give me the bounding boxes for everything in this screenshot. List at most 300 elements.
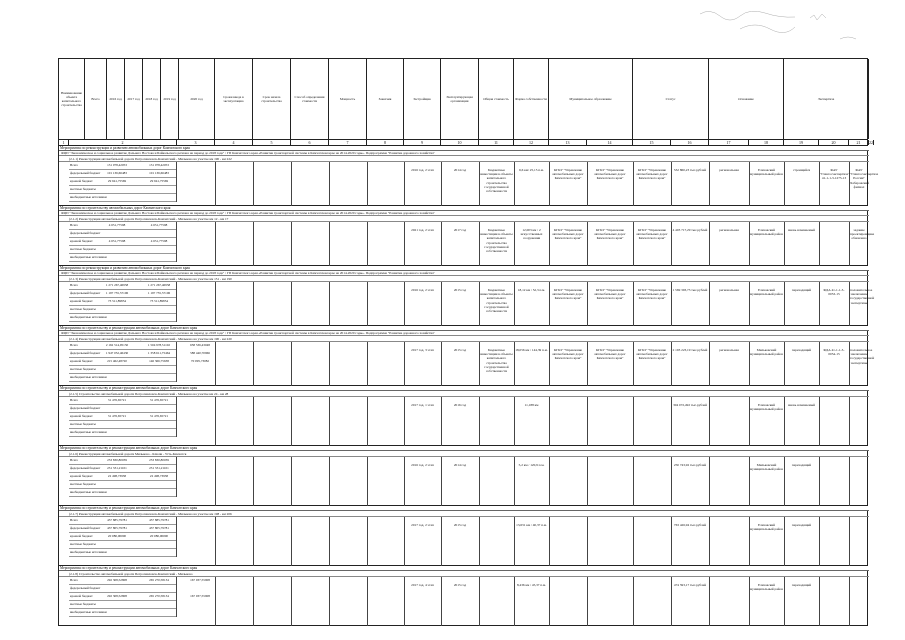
financing-row [69,186,176,194]
ownership: региональная [719,348,739,352]
amount-value: 231 331,21101 [107,466,127,470]
column-number: 15 [633,140,671,145]
ownership: региональная [719,168,739,172]
completion-term: 2017 год, 2 этап [411,523,434,527]
column-divider [633,397,634,446]
column-divider [215,342,216,386]
status: строящийся [792,168,811,172]
column-divider [215,162,216,206]
financing-row [69,298,176,306]
amount-value: 215 462,48720 [107,359,127,363]
capacity: 5,2 км / 120,9 п.м. [518,463,545,467]
municipality: Мильковский муниципальный район [750,348,783,357]
column-divider [215,457,216,506]
column-divider [709,397,710,446]
customer: КГКУ "Управление автомобильных дорог Камчатского края" [552,168,584,181]
capacity: 11,188 км [524,403,539,407]
start-year: 2016 год [453,403,467,407]
column-divider [253,162,254,206]
financing-row [69,170,176,178]
amount-value: 131 078,42053 [107,163,127,167]
financing-row [69,230,176,238]
financing-row [69,254,176,262]
column-number: 21 [849,140,869,145]
start-year: 2014 год [453,168,467,172]
column-number: 19 [784,140,819,145]
source-label: местные бюджеты [70,482,96,486]
column-divider [329,577,330,626]
start-year: 2014 год [453,463,467,467]
amount-value: 457 885,79781 [107,518,127,522]
status: вновь начинаемый [788,403,815,407]
ownership: региональная [719,288,739,292]
capacity: 18,056 км / 144,39 п.м. [515,348,548,352]
amount-value: 73 511,89854 [149,299,168,303]
financing-row [69,350,210,358]
column-divider [367,397,368,446]
operator: КГКУ "Управление автомобильных дорог Камчатского края" [636,228,668,241]
financing-table [69,162,177,202]
column-number: 3 [177,140,215,145]
financing-row [69,162,176,170]
basis: ФДА 41-1-1-3-0054-15 [823,348,845,357]
financing-row [69,549,176,557]
financing-row [69,609,176,617]
financing-row [69,222,176,230]
amount-value: 167 037,55908 [190,578,210,582]
source-label: краевой бюджет [70,474,93,478]
financing-row [69,246,176,254]
column-divider [253,397,254,446]
source-label: Всего [70,283,79,287]
amount-value: 2 162 514,95150 [105,343,129,347]
block-program: ФЦП "Экономическое и социальное развитие Дальнего Востока и Байкальского региона на период до 2018 года" / ГП Камчатского края «Развитие транспортной системы в Камчатском крае на 2014-2020 годы». Подпрограмма "Развитие дорожного хозяйства" [59,151,869,156]
source-label: федеральный бюджет [70,291,101,295]
amount-value: 101 136,66483 [107,171,127,175]
start-year: 2015 год [453,348,467,352]
financing-row [69,601,176,609]
column-divider [549,397,550,446]
amount-value: 292 308,52808 [107,578,127,582]
amount-value: 1 947 052,46430 [105,351,129,355]
municipality: Елизовский муниципальный район [750,288,783,297]
financing-row [69,421,176,429]
financing-row [69,178,176,186]
amount-value: 253 830,80039 [107,458,127,462]
financing-row [69,489,176,497]
funding-method: Бюджетные инвестиции в объекты капитального строительства государственной собственности [480,348,513,374]
header-cell: Мощность [329,59,367,139]
financing-row [69,282,176,290]
column-divider [291,457,292,506]
financing-row [69,405,176,413]
handwritten-scribble [690,4,900,64]
column-divider [291,222,292,266]
column-divider [479,397,480,446]
column-number: 2 [69,140,177,145]
municipality: Мильковский муниципальный район [750,463,783,472]
object-name: (2.1.6) Реконструкция автомобильной дороги Мильково - Ключи - Усть-Камчатск [59,451,869,457]
amount-value: 4 651,77598 [150,239,168,243]
column-number: 16 [671,140,709,145]
column-number: 5 [253,140,291,145]
financing-row [69,525,176,533]
object-name: (2.1.3) Реконструкция автомобильной дороги Петропавловск-Камчатский - Мильково на участке км 151 - км 190 [59,276,869,282]
column-divider [587,397,588,446]
block-title: Мероприятия по строительству и реконструкции автомобильных дорог Камчатского края [59,326,869,331]
capacity: 8,436 км / 45,37 п.м. [516,583,547,587]
amount-value: 1 271 267,46958 [105,283,129,287]
amount-value: 29 941,75569 [149,179,169,183]
column-divider [367,162,368,206]
financing-row [69,429,176,437]
source-label: местные бюджеты [70,247,96,251]
source-label: Всего [70,343,79,347]
source-label: Всего [70,578,79,582]
header-cell: Срок начала строительства [253,59,291,139]
expertise: положительное заключение государственной экспертизы [850,348,875,365]
completion-term: 2017 год, 3 этап [411,348,434,352]
source-label: краевой бюджет [70,239,93,243]
financing-row [69,314,176,322]
basis: ФАУ "Главгосэкспертиза" 41-1-1-3-1275-13 [820,168,850,181]
object-name: (2.1.4) Реконструкция автомобильной дороги Петропавловск-Камчатский - Мильково на участке км 190 - км 220 [59,336,869,342]
amount-value: 4 651,77598 [108,239,126,243]
source-label: местные бюджеты [70,307,96,311]
column-divider [819,397,820,446]
header-cell: 2016 год [107,59,125,139]
amount-value: 131 078,42053 [149,163,169,167]
column-divider [819,577,820,626]
block-program: ФЦП "Экономическое и социальное развитие Дальнего Востока и Байкальского региона на период до 2018 года" / ГП Камчатского края «Развитие транспортной системы в Камчатском крае на 2014-2020 годы». Подпрограмма "Развитие дорожного хозяйства" [59,271,869,276]
column-divider [253,222,254,266]
column-divider [633,457,634,506]
source-label: внебюджетные источники [70,255,107,259]
amount-value: 22 498,73938 [107,474,127,478]
column-divider [367,577,368,626]
column-number: 17 [709,140,749,145]
column-divider [549,517,550,566]
object-name: (2.1.8) Строительство автомобильной дороги Петропавловск-Камчатский - Мильково [59,571,869,577]
header-cell: Всего [85,59,107,139]
financing-table [69,342,210,382]
financing-row [69,593,210,601]
header-cell: 2019 год [161,59,179,139]
column-divider [253,577,254,626]
amount-value: 437 805,79781 [149,526,169,530]
column-number: 20 [819,140,849,145]
basis [820,228,848,264]
column-number: 14 [587,140,633,145]
financing-row [69,473,176,481]
financing-row [69,238,176,246]
block-title: Мероприятия по строительству и реконструкции автомобильных дорог Камчатского края [59,506,869,511]
column-divider [709,577,710,626]
completion-term: 2016 год, 2 этап [411,463,434,467]
column-divider [215,282,216,326]
column-divider [479,577,480,626]
total-cost: 2 193 223,19 тыс.рублей [672,348,708,352]
total-cost: 474 593,17 тыс.рублей [673,583,707,587]
column-divider [479,517,480,566]
header-cell: Наименование объекта капитального строительства [59,59,85,139]
column-divider [367,282,368,326]
total-cost: 532 860,23 тыс.рублей [673,168,707,172]
financing-row [69,397,176,405]
source-label: местные бюджеты [70,602,96,606]
header-cell: Заказчик [367,59,404,139]
amount-value: 101 136,66483 [149,171,169,175]
column-divider [587,457,588,506]
table-header [58,58,868,140]
capacity: 12,003 км / 2 искусственных сооружения [520,228,543,241]
column-divider [849,397,850,446]
status: переходящий [791,288,812,292]
source-label: местные бюджеты [70,367,96,371]
column-divider [291,162,292,206]
header-cell: 2020 год [179,59,215,139]
municipality: Елизовский муниципальный район [750,403,783,412]
header-cell: Общая стоимость [479,59,514,139]
column-divider [291,342,292,386]
status: переходящий [791,463,812,467]
source-label: местные бюджеты [70,187,96,191]
amount-value: 29 941,75569 [107,179,127,183]
status: переходящий [791,583,812,587]
column-divider [215,577,216,626]
project-block [58,506,868,566]
expertise: ФАУ "Главгосэкспертиза России" Хабаровский филиал [850,168,879,189]
financing-row [69,374,176,382]
source-label: краевой бюджет [70,179,93,183]
start-year: 2015 год [453,583,467,587]
source-label: внебюджетные источники [70,315,107,319]
total-cost: 1 569 393,73 тыс.рублей [672,288,708,292]
amount-value: 231 331,21101 [149,466,169,470]
amount-value: 292 308,52808 [107,594,127,598]
column-divider [849,517,850,566]
completion-term: 2017 год, 4 этап [411,583,434,587]
source-label: внебюджетные источники [70,195,107,199]
status: вновь начинаемый [788,228,815,232]
column-divider [633,577,634,626]
operator: КГКУ "Управление автомобильных дорог Камчатского края" [636,168,668,181]
source-label: краевой бюджет [70,359,93,363]
amount-value: 31 476,65721 [107,414,127,418]
source-label: местные бюджеты [70,542,96,546]
column-divider [215,517,216,566]
source-label: краевой бюджет [70,534,93,538]
financing-row [69,413,176,421]
source-label: внебюджетные источники [70,490,107,494]
source-label: внебюджетные источники [70,430,107,434]
customer: КГКУ "Управление автомобильных дорог Камчатского края" [552,288,584,301]
municipality: Елизовский муниципальный район [750,228,783,237]
project-block [58,206,875,266]
amount-value: 1 197 755,57106 [105,291,129,295]
amount-value: 457 885,79781 [149,518,169,522]
financing-row [69,577,210,585]
financing-row [69,342,210,350]
financing-row [69,481,176,489]
amount-value: 4 651,77598 [150,223,168,227]
column-divider [291,397,292,446]
source-label: внебюджетные источники [70,375,107,379]
source-label: федеральный бюджет [70,466,101,470]
amount-value: 4 651,77598 [108,223,126,227]
column-divider [329,222,330,266]
object-name: (2.1.1) Реконструкция автомобильной дороги Петропавловск-Камчатский - Мильково на участке км 190 - км 222 [59,156,869,162]
column-number: 1 [59,140,69,145]
financing-table [69,282,177,322]
financing-row [69,306,176,314]
amount-value: 1 504 978,51102 [147,343,171,347]
column-divider [329,162,330,206]
amount-value: 70 095,73082 [190,359,210,363]
amount-value: 73 511,89854 [107,299,126,303]
object-name: (2.1.2) Реконструкция автомобильной дороги Петропавловск-Камчатский - Мильково на участке км 12 - км 17 [59,216,869,222]
block-title: Мероприятия по реконструкции и развитию автомобильных дорог Камчатского края [59,146,869,151]
column-divider [367,457,368,506]
block-program: ФЦП "Экономическое и социальное развитие Дальнего Востока и Байкальского региона на период до 2018 года" / ГП Камчатского края «Развитие транспортной системы в Камчатском крае на 2014-2020 годы». Подпрограмма "Развитие дорожного хозяйства" [59,211,869,216]
amount-value: 146 366,75638 [149,359,169,363]
column-divider [291,577,292,626]
column-divider [709,457,710,506]
block-title: Мероприятия по строительству и реконструкции автомобильных дорог Камчатского края [59,386,869,391]
customer: КГКУ "Управление автомобильных дорог Камчатского края" [552,228,584,241]
column-divider [549,457,550,506]
column-number: 10 [441,140,479,145]
operator: КГКУ "Управление автомобильных дорог Камчатского края" [636,348,668,361]
amount-value: 20 080,00000 [149,534,169,538]
source-label: внебюджетные источники [70,610,107,614]
builder: КГКУ "Управление автомобильных дорог Камчатского края" [594,348,626,361]
column-number: 11 [479,140,514,145]
amount-value: 31 476,65721 [149,398,169,402]
customer: КГКУ "Управление автомобильных дорог Камчатского края" [552,348,584,361]
source-label: федеральный бюджет [70,231,101,235]
status: переходящий [791,523,812,527]
financing-row [69,533,176,541]
source-label: местные бюджеты [70,422,96,426]
completion-term: 2016 год, 2 этап [411,288,434,292]
source-label: Всего [70,163,79,167]
header-cell: 2018 год [143,59,161,139]
source-label: краевой бюджет [70,299,93,303]
amount-value: 1 271 267,46958 [147,283,171,287]
header-cell: Экспертиза [784,59,869,139]
amount-value: 437 805,79781 [107,526,127,530]
block-title: Мероприятия по реконструкции и развитию автомобильных дорог Камчатского края [59,266,869,271]
column-number: 6 [291,140,329,145]
source-label: внебюджетные источники [70,550,107,554]
header-cell: 2017 год [125,59,143,139]
column-divider [291,282,292,326]
column-divider [329,517,330,566]
column-divider [329,282,330,326]
amount-value: 253 830,80039 [149,458,169,462]
financing-table [69,397,177,437]
operator: КГКУ "Управление автомобильных дорог Камчатского края" [636,288,668,301]
column-divider [215,397,216,446]
block-title: Мероприятия по строительству и реконструкции автомобильных дорог Камчатского края [59,566,869,571]
amount-value: 588 440,70966 [190,351,210,355]
source-label: Всего [70,223,79,227]
source-label: федеральный бюджет [70,406,101,410]
amount-value: 20 080,00000 [107,534,127,538]
project-block [58,566,868,626]
source-label: Всего [70,398,79,402]
financing-row [69,290,176,298]
source-label: федеральный бюджет [70,171,101,175]
column-divider [709,517,710,566]
column-number: 12 [514,140,549,145]
header-cell: Сроки ввода в эксплуатацию [215,59,253,139]
column-divider [849,577,850,626]
completion-term: 2016 год, 2 этап [411,168,434,172]
amount-value: 265 270,58134 [149,594,169,598]
column-divider [215,222,216,266]
project-block [58,266,875,326]
project-block [58,146,879,206]
source-label: краевой бюджет [70,414,93,418]
column-number: 7 [329,140,367,145]
block-program: ФЦП "Экономическое и социальное развитие Дальнего Востока и Байкальского региона на период до 2018 года" / ГП Камчатского края «Развитие транспортной системы в Камчатском крае на 2014-2020 годы». Подпрограмма "Развитие дорожного хозяйства" [59,331,869,336]
total-cost: 250 743,92 тыс.рублей [673,463,707,467]
object-name: (2.1.5) Строительство автомобильной дороги Петропавловск-Камчатский - Мильково на участке км 24 - км 28 [59,391,869,397]
builder: КГКУ "Управление автомобильных дорог Камчатского края" [594,168,626,181]
financing-row [69,517,176,525]
municipality: Елизовский муниципальный район [750,168,783,177]
capacity: 6,6 км/ 25,15 п.м. [519,168,544,172]
amount-value: 265 270,58134 [149,578,169,582]
amount-value: 658 536,43048 [190,343,210,347]
column-divider [329,342,330,386]
header-cell: Статус [633,59,709,139]
header-cell: Основание [709,59,784,139]
total-cost: 4 403 717,29 тыс.рублей [672,228,708,232]
completion-term: 2021 год, 2 этап [411,228,434,232]
source-label: Всего [70,458,79,462]
table-sheet [58,58,879,630]
header-cell: Муниципальное образование [549,59,633,139]
object-name: (2.1.7) Реконструкция автомобильной дороги Петропавловск-Камчатский - Мильково на участке км 198 - км 206 [59,511,869,517]
expertise: задание проектировщика обновлено [850,228,875,241]
start-year: 2015 год [453,523,467,527]
funding-method: Бюджетные инвестиции в объекты капитального строительства государственной собственности [480,288,513,314]
source-label: федеральный бюджет [70,351,101,355]
start-year: 2017 год [453,228,467,232]
source-label: федеральный бюджет [70,526,101,530]
column-divider [253,342,254,386]
financing-row [69,465,176,473]
block-title: Мероприятия по строительству автомобильных дорог Камчатского края [59,206,869,211]
header-cell: Эксплуатирующая организация [441,59,479,139]
column-divider [253,517,254,566]
column-divider [367,222,368,266]
amount-value: 167 037,55908 [190,594,210,598]
financing-row [69,366,176,374]
column-number: 13 [549,140,587,145]
amount-value: 31 476,65721 [149,414,169,418]
total-cost: 763 426,94 тыс.рублей [673,523,707,527]
funding-method: Бюджетные инвестиции в объекты капитального строительства государственной собственности [480,168,513,194]
column-divider [253,457,254,506]
funding-method: Бюджетные инвестиции в объекты капитального строительства государственной собственности [480,228,513,254]
completion-term: 2017 год, 1 этап [411,403,434,407]
source-label: краевой бюджет [70,594,93,598]
basis: ФДА 41-1-1-3-0053-15 [823,288,845,297]
